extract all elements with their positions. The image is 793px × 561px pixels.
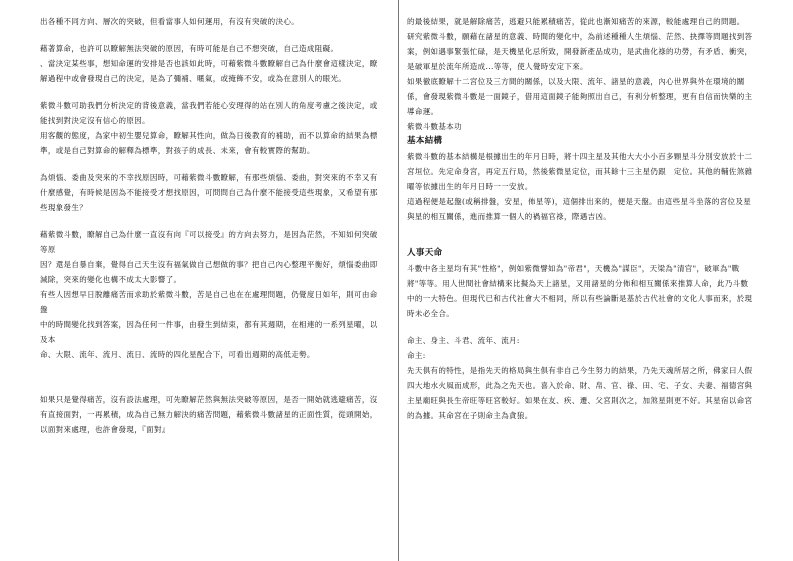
column-divider	[398, 0, 399, 561]
left-paragraph-13: 如果只是覺得痛苦，沒有設法處理，可先瞭解茫然與無法突破等原因，是否一開始就逃避痛苦，沒有直接面對，一再累積，成為自己無力解決的痛苦問題，藉紫微斗數諸星的正面性質，從頭開始，以面對來處理，也許會發現，『面對』	[40, 395, 378, 434]
left-paragraph-4: 紫微斗數可助我們分析決定的背後意義，當我們若能心安理得的站在別人的角度考慮之後決定，或能找到對決定沒有信心的原因。	[40, 101, 378, 125]
right-paragraph-9: 命主:	[407, 351, 426, 360]
right-paragraph-2: 研究紫微斗數，願藉在諸星的意義、時間的變化中，為前述種種人生煩惱、茫然、抉擇等問題找到答案，例如遇事緊張忙碌，是天機星化忌所致，開發新產品成功，是武曲化祿的功勞，有矛盾、衝突，是破軍星於流年所造成...等等，使人覺時安定下來。	[407, 32, 753, 71]
right-paragraph-6: 這過程便是起盤(或稱排盤，安星，佈星等)，這個排出來的，便是天盤。由這些星斗坐落的宮位及星與星的相互關係，進而推算一個人的禍福官祿，際遇吉凶。	[407, 197, 752, 221]
left-paragraph-7: 為煩惱、委曲及突來的不幸找原因時，可藉紫微斗數瞭解，有那些煩惱、委曲，對突來的不幸又有什麼感覺，有時候是因為不能接受才想找原因，可問問自己為什麼不能接受這些現象，又希望有那些現象發生？	[40, 173, 378, 212]
right-paragraph-1: 的最後結果，就是解除痛苦，逃避只能累積痛苦，從此也漸知痛苦的來源，較能處理自己的問題。	[407, 17, 745, 26]
left-paragraph-12: 命、大限、流年、流月、流日、流時的四化星配合下，可看出週期的高低走勢。	[40, 350, 315, 359]
right-paragraph-8: 命主、身主、斗君、流年、流月:	[407, 336, 520, 345]
left-paragraph-5: 用客觀的態度，為家中初生嬰兒算命，瞭解其性向，做為日後教育的補助，而不以算命的結果為標	[40, 131, 378, 140]
left-paragraph-11: 中的時間變化找到答案，因為任何一件事，由發生到結束，都有其週期，在相連的一系列星曜，以及本	[40, 320, 378, 344]
right-paragraph-5: 紫微斗數的基本結構是根據出生的年月日時，將十四主星及其他大大小小百多顆星斗分別安放於十二宮垣位。先定命身宮，再定五行局，然後紫微星定位，而其餘十三主星仍跟 定位。其他的輔佐煞雜曜等依據出生的年月日時一一安放。	[407, 152, 753, 191]
right-paragraph-7: 斗數中各主星均有其"性格"，例如紫微譬如為"帝君"，天機為"謀臣"，天梁為"清官"，破軍為"戰將"等等。用人世間社會結構來比擬為天上諸星，又用諸星的分佈和相互關係來推算人命，此乃斗數中的一大特色。但現代已和古代社會大不相同，所以有些論斷是基於古代社會的文化人事而來，於現時未必全合。	[407, 264, 753, 318]
left-paragraph-9: 因？還是自暴自棄，覺得自己天生沒有福氣做自己想做的事？把自己內心整理平衡好，煩惱委曲即減除，突來的變化也構不成太大影響了。	[40, 260, 378, 284]
left-column	[40, 14, 384, 554]
left-paragraph-10: 有些人因想早日脫離痛苦而求助於紫微斗數，苦是自己也在在處理問題，仍覺度日如年，則可由命盤	[40, 290, 378, 314]
left-paragraph-2: 藉著算命，也許可以瞭解無法突破的原因，有時可能是自己不想突破，自己造成阻礙。	[40, 44, 339, 53]
section-heading-basic-structure: 基本結構	[407, 136, 443, 146]
left-paragraph-3: 、當決定某些事，想知命運的安排是否也該如此時，可藉紫微斗數瞭解自己為什麼會這樣決定，瞭解過程中或會發現自己的決定，是為了彌補、暱氣，或掩飾不安，或為在意別人的眼光。	[40, 59, 378, 83]
left-paragraph-6: 準，或是自己對算命的解釋為標準，對孩子的成長、未來，會有較實際的幫助。	[40, 146, 315, 155]
right-paragraph-3: 如果徹底瞭解十二宮位及三方間的關係，以及大限、流年、諸星的意義，內心世界與外在環境的關係，會發現紫微斗數是一面鏡子，借用這面鏡子能夠照出自己，有利分析整理，更有自信而快樂的主導命運。	[407, 77, 753, 116]
right-paragraph-4: 紫微斗數基本功	[407, 122, 462, 131]
right-paragraph-10: 先天俱有的特性，是指先天的格局與生俱有非自己今生努力的結果，乃先天魂所居之所，佛家曰人假四大地水火風而成形，此為之先天也。喜入於命、財、帛、官、祿、田、宅、子女、夫妻、福德宮與主星廟旺與長生帝旺等旺宮較好。如果在友、疾、遷、父宮則次之，加煞星則更不好。其星宿以命宮的為據。其命宮在子則命主為貪狼。	[407, 366, 753, 420]
left-paragraph-8: 藉紫微斗數，瞭解自己為什麼一直沒有向『可以接受』的方向去努力，是因為茫然，不知如何突破等原	[40, 230, 378, 254]
section-heading-human-destiny: 人事天命	[407, 248, 443, 258]
left-paragraph-1: 出各種不同方向、層次的突破，但看當事人如何運用，有沒有突破的決心。	[40, 17, 300, 26]
right-column	[407, 14, 753, 554]
